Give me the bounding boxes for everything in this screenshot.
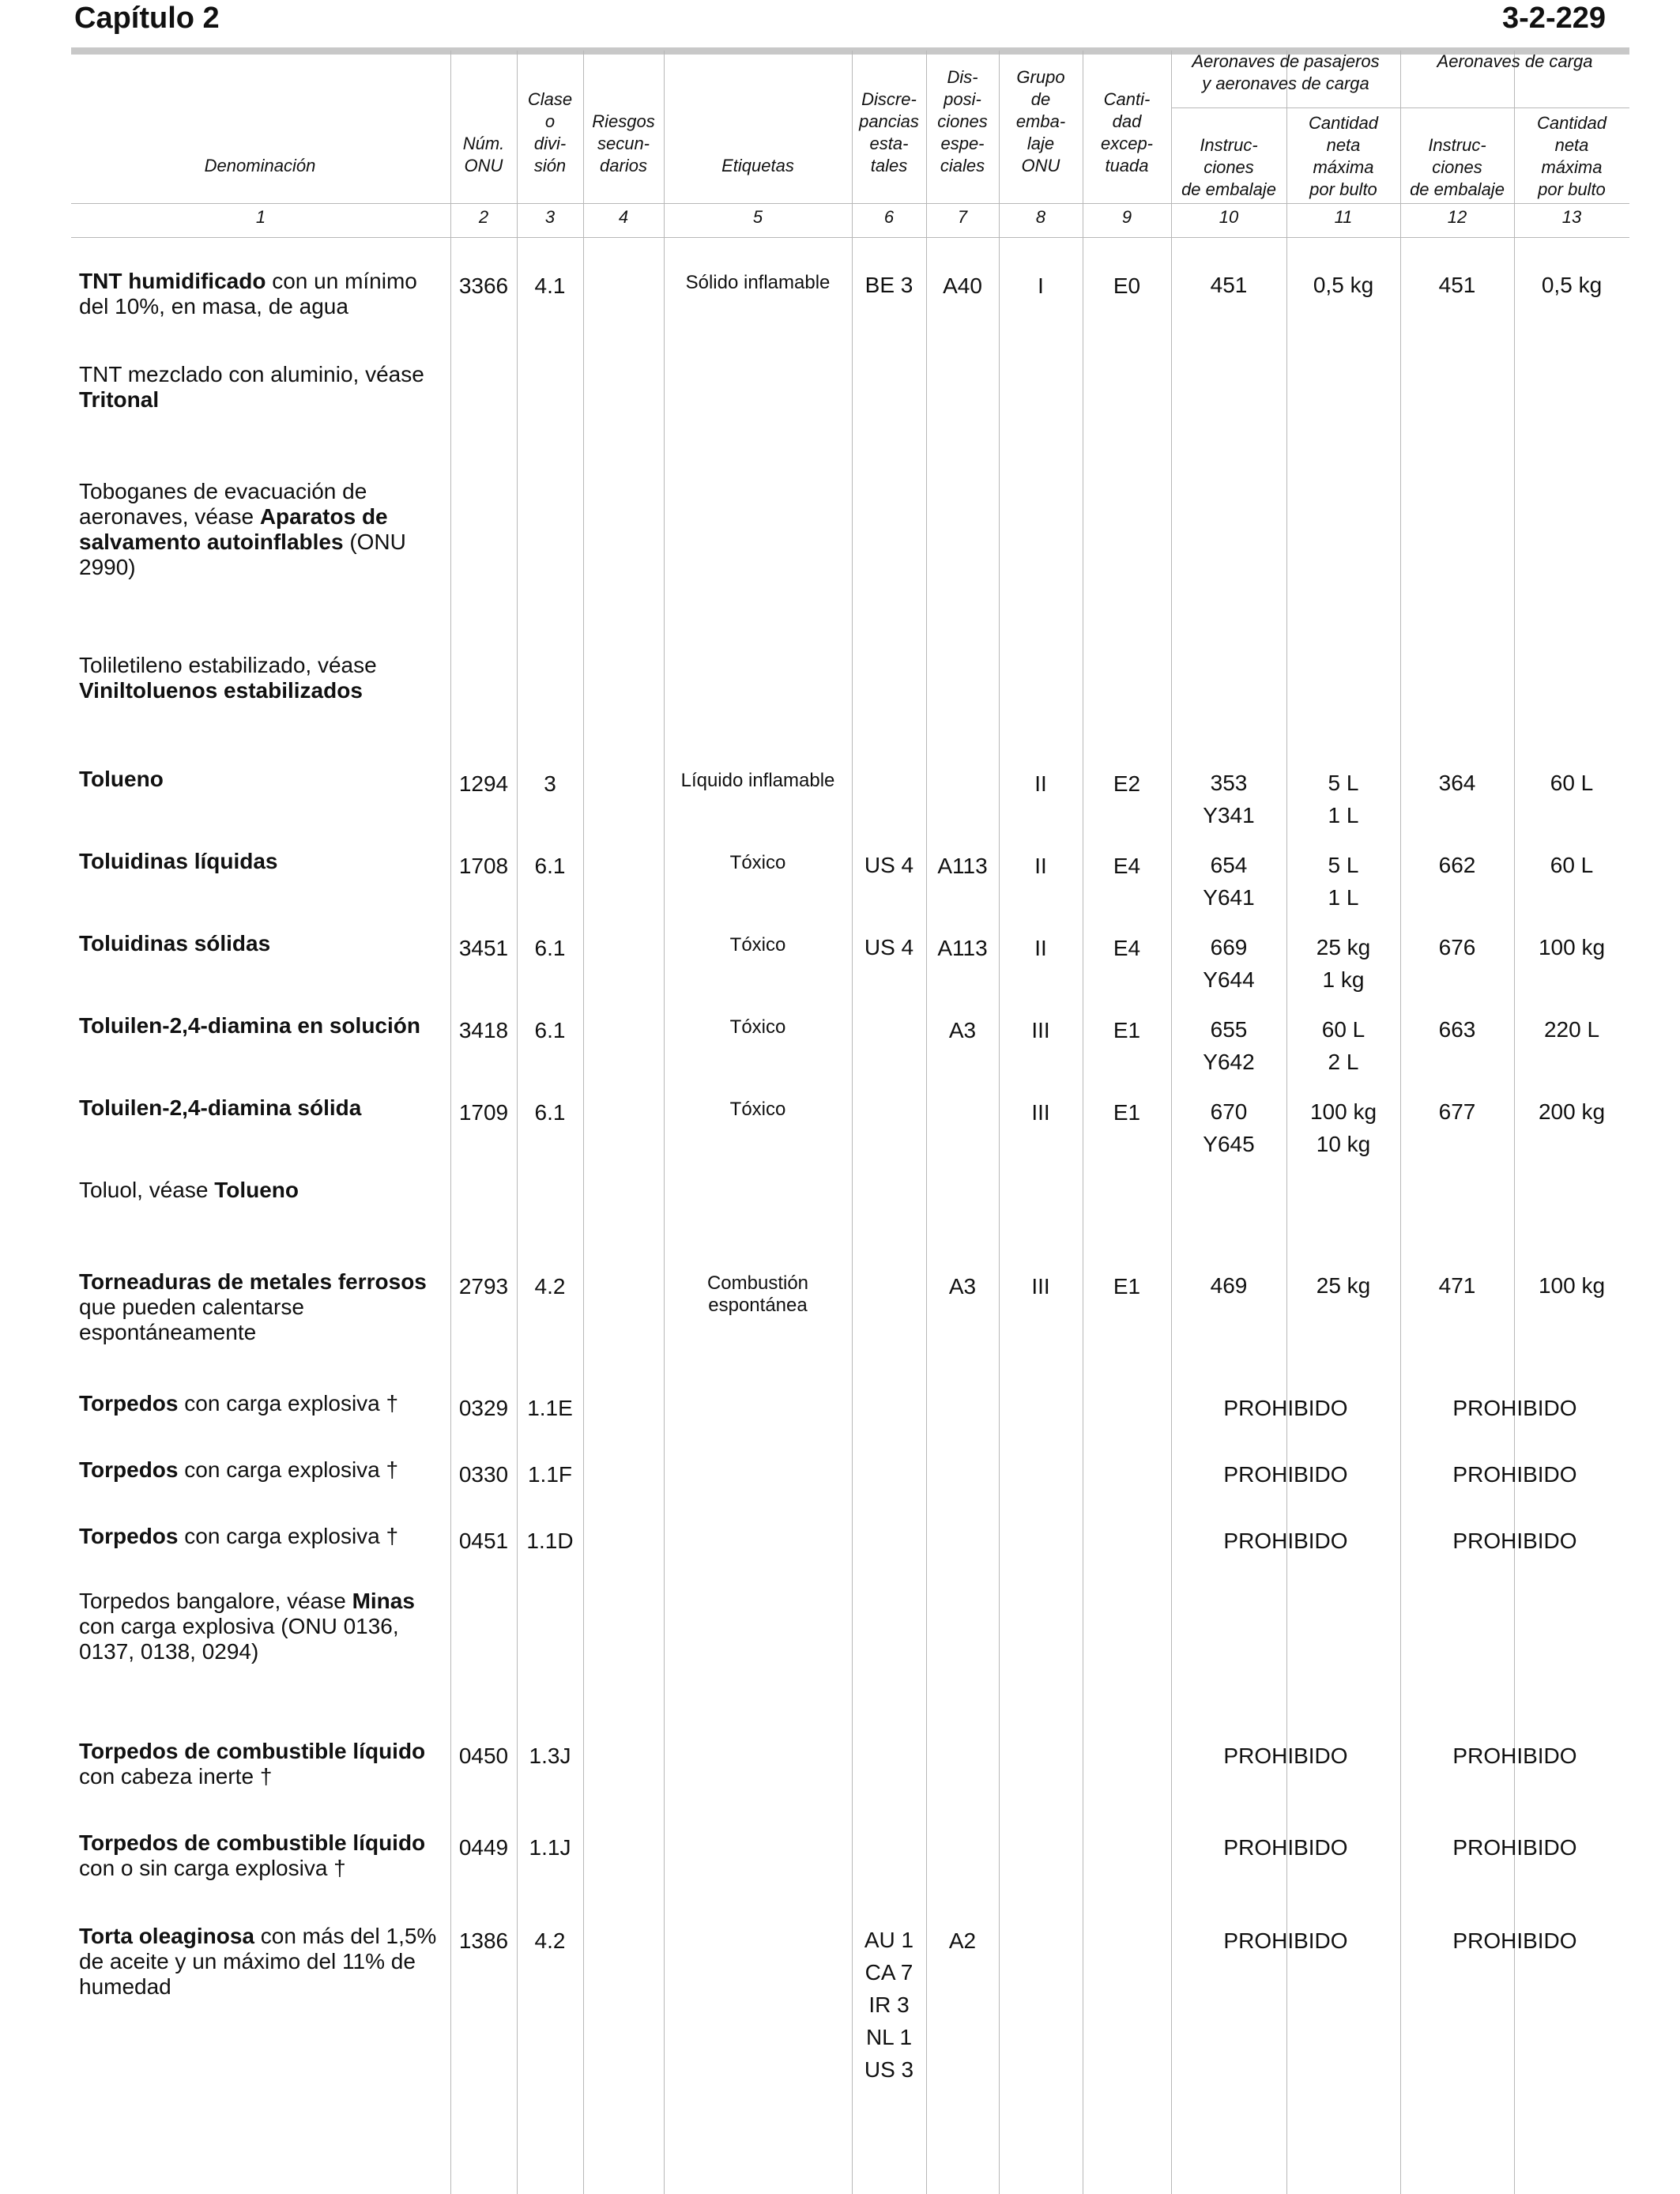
row-instrucciones-carga (1400, 931, 1514, 963)
row-cantidad-pasajeros-line: 25 kg (1316, 1273, 1371, 1298)
row-cantidad-carga (1514, 1269, 1629, 1302)
entry-bold-text: Tolueno (79, 767, 164, 791)
row-instrucciones-pasajeros (1171, 849, 1286, 914)
row-num-onu: 1386 (458, 1928, 509, 1953)
row-etiqueta: Tóxico (729, 934, 786, 956)
row-instrucciones-pasajeros-line: 353 (1210, 771, 1248, 795)
row-grupo-embalaje: III (1031, 1100, 1050, 1125)
column-number: 1 (255, 207, 266, 227)
row-instrucciones-carga (1400, 1269, 1514, 1302)
row-clase: 1.1F (527, 1462, 573, 1487)
column-number: 8 (1035, 207, 1046, 227)
entry-bold-text: Toluidinas líquidas (79, 849, 278, 873)
row-instrucciones-pasajeros-line: 451 (1210, 273, 1248, 297)
col-cantidad-carga: Cantidad neta máxima por bulto (1536, 113, 1607, 199)
entry-bold-text: Aparatos de salvamento autoinflables (79, 504, 388, 554)
row-instrucciones-pasajeros (1171, 1095, 1286, 1160)
row-clase: 1.3J (529, 1744, 571, 1768)
row-discrepancias-line: US 3 (864, 2057, 914, 2082)
row-instrucciones-carga-line: 662 (1438, 853, 1476, 877)
row-instrucciones-pasajeros (1171, 269, 1286, 301)
prohibido-pasajeros: PROHIBIDO (1223, 1835, 1348, 1860)
column-number: 12 (1447, 207, 1467, 227)
row-instrucciones-pasajeros-line: 669 (1210, 935, 1248, 959)
row-num-onu: 0329 (458, 1396, 509, 1420)
row-cantidad-carga-line: 100 kg (1538, 935, 1606, 959)
entry-bold-text: Torpedos (79, 1391, 179, 1416)
col-discrepancias: Discre- pancias esta- tales (859, 89, 919, 175)
entry-text: con cabeza inerte † (79, 1764, 273, 1789)
prohibido-carga: PROHIBIDO (1452, 1928, 1577, 1953)
row-clase: 6.1 (534, 854, 566, 878)
entry-bold-text: Tritonal (79, 387, 160, 412)
row-grupo-embalaje: II (1034, 771, 1047, 796)
entry-bold-text: Torta oleaginosa (79, 1924, 254, 1948)
row-cantidad-pasajeros (1286, 849, 1400, 914)
row-discrepancias-line: CA 7 (864, 1960, 913, 1985)
row-grupo-embalaje: II (1034, 936, 1047, 960)
row-cantidad-pasajeros (1286, 269, 1400, 301)
row-num-onu: 3366 (458, 273, 509, 298)
col-instrucciones-pasajeros: Instruc- ciones de embalaje (1181, 135, 1276, 199)
row-cantidad-pasajeros-line: 0,5 kg (1313, 273, 1374, 297)
entry-bold-text: Toluilen-2,4-diamina en solución (79, 1013, 420, 1038)
row-denominacion (79, 1589, 450, 1664)
row-instrucciones-pasajeros (1171, 767, 1286, 831)
row-denominacion (79, 767, 450, 792)
row-clase: 6.1 (534, 936, 566, 960)
prohibido-pasajeros: PROHIBIDO (1223, 1928, 1348, 1953)
prohibido-carga: PROHIBIDO (1452, 1529, 1577, 1553)
entry-text: Toliletileno estabilizado, véase (79, 653, 377, 677)
row-instrucciones-carga-line: 677 (1438, 1099, 1476, 1124)
row-grupo-embalaje: III (1031, 1018, 1050, 1042)
row-instrucciones-pasajeros-line: 469 (1210, 1273, 1248, 1298)
page-number: 3-2-229 (1502, 2, 1606, 35)
row-etiqueta: Tóxico (729, 1099, 786, 1120)
column-number: 7 (957, 207, 968, 227)
chapter-title: Capítulo 2 (74, 2, 220, 35)
entry-bold-text: Viniltoluenos estabilizados (79, 678, 363, 703)
row-disposiciones: A113 (937, 936, 988, 960)
entry-text: (ONU 2990) (79, 530, 406, 579)
row-instrucciones-pasajeros-line: 670 (1210, 1099, 1248, 1124)
row-instrucciones-carga-line: 676 (1438, 935, 1476, 959)
entry-bold-text: Torpedos de combustible líquido (79, 1830, 426, 1855)
row-instrucciones-pasajeros-line: 654 (1210, 853, 1248, 877)
entry-bold-text: Minas (352, 1589, 415, 1613)
col-grupo-embalaje: Grupo de emba- laje ONU (1015, 67, 1066, 175)
row-cantidad-pasajeros-line: 100 kg (1309, 1099, 1377, 1124)
header-divider (71, 203, 1629, 204)
row-denominacion (79, 269, 450, 319)
col-denominacion: Denominación (204, 156, 316, 175)
row-etiqueta: Combustión espontánea (706, 1272, 809, 1316)
prohibido-carga: PROHIBIDO (1452, 1462, 1577, 1487)
row-denominacion (79, 1739, 450, 1789)
row-clase: 1.1J (529, 1835, 571, 1860)
row-instrucciones-pasajeros-line: Y642 (1203, 1050, 1255, 1074)
row-num-onu: 1709 (458, 1100, 509, 1125)
entry-bold-text: Torpedos de combustible líquido (79, 1739, 426, 1763)
row-cantidad-pasajeros-line: 5 L (1328, 771, 1359, 795)
prohibido-carga: PROHIBIDO (1452, 1835, 1577, 1860)
row-instrucciones-pasajeros-line: Y641 (1203, 885, 1255, 910)
row-cantidad-pasajeros (1286, 1269, 1400, 1302)
row-disposiciones: A3 (948, 1274, 977, 1299)
prohibido-carga: PROHIBIDO (1452, 1396, 1577, 1420)
entry-text: con un mínimo del 10%, en masa, de agua (79, 269, 417, 319)
row-num-onu: 1294 (458, 771, 509, 796)
row-instrucciones-pasajeros-line: Y644 (1203, 967, 1255, 992)
entry-text: TNT mezclado con aluminio, véase (79, 362, 424, 386)
col-instrucciones-carga: Instruc- ciones de embalaje (1410, 135, 1505, 199)
row-instrucciones-carga-line: 663 (1438, 1017, 1476, 1042)
row-discrepancias (852, 849, 926, 881)
column-number: 9 (1121, 207, 1132, 227)
entry-text: con carga explosiva † (178, 1457, 399, 1482)
row-denominacion (79, 1924, 450, 2000)
row-instrucciones-carga-line: 451 (1438, 273, 1476, 297)
prohibido-pasajeros: PROHIBIDO (1223, 1462, 1348, 1487)
row-cantidad-carga-line: 220 L (1543, 1017, 1600, 1042)
entry-bold-text: Toluilen-2,4-diamina sólida (79, 1095, 362, 1120)
row-denominacion (79, 362, 450, 413)
row-cantidad-carga-line: 200 kg (1538, 1099, 1606, 1124)
row-denominacion (79, 1524, 450, 1549)
entry-bold-text: TNT humidificado (79, 269, 266, 293)
column-number: 10 (1219, 207, 1239, 227)
row-cantidad-pasajeros-line: 1 kg (1322, 967, 1365, 992)
row-cantidad-carga (1514, 269, 1629, 301)
row-cantidad-exceptuada: E4 (1113, 936, 1141, 960)
row-discrepancias-line: NL 1 (865, 2025, 913, 2049)
column-number: 6 (883, 207, 895, 227)
header-divider (71, 237, 1629, 238)
row-num-onu: 0449 (458, 1835, 509, 1860)
row-cantidad-pasajeros (1286, 1013, 1400, 1078)
column-number: 5 (752, 207, 763, 227)
row-num-onu: 0450 (458, 1744, 509, 1768)
row-disposiciones: A113 (937, 854, 988, 878)
row-etiqueta: Tóxico (729, 1016, 786, 1038)
entry-bold-text: Torpedos (79, 1524, 179, 1548)
group-carga: Aeronaves de carga (1437, 51, 1593, 71)
row-clase: 1.1E (527, 1396, 573, 1420)
column-number: 11 (1334, 207, 1353, 227)
row-discrepancias (852, 1924, 926, 2086)
row-num-onu: 1708 (458, 854, 509, 878)
row-cantidad-pasajeros-line: 25 kg (1316, 935, 1371, 959)
entry-text: con carga explosiva † (178, 1391, 399, 1416)
row-denominacion (79, 479, 450, 580)
group-pasajeros: Aeronaves de pasajeros y aeronaves de carga (1192, 51, 1380, 93)
row-denominacion (79, 1013, 450, 1039)
col-num-onu: Núm. ONU (462, 134, 505, 175)
row-num-onu: 2793 (458, 1274, 509, 1299)
row-discrepancias-line: US 4 (864, 935, 914, 959)
row-discrepancias (852, 269, 926, 301)
prohibido-pasajeros: PROHIBIDO (1223, 1744, 1348, 1768)
row-instrucciones-carga (1400, 849, 1514, 881)
row-instrucciones-pasajeros-line: 655 (1210, 1017, 1248, 1042)
col-disposiciones: Dis- posi- ciones espe- ciales (937, 67, 988, 175)
row-cantidad-carga-line: 60 L (1550, 771, 1594, 795)
row-cantidad-carga-line: 0,5 kg (1541, 273, 1603, 297)
row-cantidad-carga (1514, 1013, 1629, 1046)
row-clase: 3 (544, 771, 556, 796)
row-cantidad-carga-line: 100 kg (1538, 1273, 1606, 1298)
entry-bold-text: Tolueno (214, 1178, 299, 1202)
row-cantidad-carga (1514, 931, 1629, 963)
row-instrucciones-carga (1400, 1095, 1514, 1128)
row-disposiciones: A3 (948, 1018, 977, 1042)
column-divider (852, 51, 853, 2194)
row-clase: 1.1D (526, 1529, 574, 1553)
row-cantidad-exceptuada: E2 (1113, 771, 1141, 796)
row-denominacion (79, 653, 450, 703)
row-etiqueta: Sólido inflamable (685, 272, 831, 293)
entry-text: con carga explosiva † (178, 1524, 399, 1548)
row-cantidad-exceptuada: E1 (1113, 1100, 1141, 1125)
row-instrucciones-carga-line: 364 (1438, 771, 1476, 795)
row-cantidad-pasajeros-line: 60 L (1321, 1017, 1365, 1042)
column-number: 13 (1561, 207, 1582, 227)
entry-text: con o sin carga explosiva † (79, 1856, 346, 1880)
row-instrucciones-carga (1400, 767, 1514, 799)
row-num-onu: 0451 (458, 1529, 509, 1553)
row-instrucciones-pasajeros (1171, 1269, 1286, 1302)
row-discrepancias-line: US 4 (864, 853, 914, 877)
row-denominacion (79, 1095, 450, 1121)
entry-bold-text: Torneaduras de metales ferrosos (79, 1269, 427, 1294)
row-cantidad-pasajeros-line: 2 L (1328, 1050, 1359, 1074)
col-cantidad-pasajeros: Cantidad neta máxima por bulto (1308, 113, 1379, 199)
row-discrepancias-line: IR 3 (868, 1992, 910, 2017)
column-divider (583, 51, 584, 2194)
row-cantidad-carga (1514, 849, 1629, 881)
row-cantidad-pasajeros-line: 1 L (1328, 885, 1359, 910)
entry-text: Toboganes de evacuación de aeronaves, véase (79, 479, 367, 529)
row-cantidad-exceptuada: E1 (1113, 1018, 1141, 1042)
row-cantidad-pasajeros (1286, 767, 1400, 831)
row-num-onu: 3418 (458, 1018, 509, 1042)
row-cantidad-pasajeros-line: 5 L (1328, 853, 1359, 877)
column-divider (926, 51, 927, 2194)
row-cantidad-pasajeros-line: 1 L (1328, 803, 1359, 827)
entry-text: Toluol, véase (79, 1178, 215, 1202)
column-number: 3 (544, 207, 556, 227)
column-divider (664, 51, 665, 2194)
row-clase: 4.1 (534, 273, 566, 298)
row-etiqueta: Líquido inflamable (680, 770, 835, 791)
row-cantidad-exceptuada: E4 (1113, 854, 1141, 878)
row-cantidad-carga (1514, 1095, 1629, 1128)
row-instrucciones-carga (1400, 269, 1514, 301)
row-discrepancias-line: BE 3 (864, 273, 913, 297)
row-denominacion (79, 1830, 450, 1881)
entry-text: con carga explosiva (ONU 0136, 0137, 0138, 0294) (79, 1614, 399, 1664)
entry-text: Torpedos bangalore, véase (79, 1589, 352, 1613)
entry-text: que pueden calentarse espontáneamente (79, 1295, 304, 1344)
row-num-onu: 0330 (458, 1462, 509, 1487)
row-denominacion (79, 1269, 450, 1345)
row-grupo-embalaje: II (1034, 854, 1047, 878)
row-cantidad-carga-line: 60 L (1550, 853, 1594, 877)
row-discrepancias-line: AU 1 (864, 1928, 914, 1952)
row-cantidad-exceptuada: E1 (1113, 1274, 1141, 1299)
row-etiqueta: Tóxico (729, 852, 786, 873)
entry-text: con más del 1,5% de aceite y un máximo del 11% de humedad (79, 1924, 437, 1999)
col-riesgos: Riesgos secun- darios (592, 111, 655, 175)
column-number: 2 (478, 207, 489, 227)
row-clase: 6.1 (534, 1018, 566, 1042)
row-instrucciones-carga-line: 471 (1438, 1273, 1476, 1298)
row-instrucciones-carga (1400, 1013, 1514, 1046)
row-instrucciones-pasajeros-line: Y341 (1203, 803, 1255, 827)
prohibido-carga: PROHIBIDO (1452, 1744, 1577, 1768)
row-cantidad-carga (1514, 767, 1629, 799)
row-grupo-embalaje: I (1038, 273, 1044, 298)
row-cantidad-pasajeros (1286, 931, 1400, 996)
row-denominacion (79, 1391, 450, 1416)
entry-bold-text: Torpedos (79, 1457, 179, 1482)
row-denominacion (79, 931, 450, 956)
column-number: 4 (618, 207, 629, 227)
row-disposiciones: A40 (943, 273, 982, 298)
entry-bold-text: Toluidinas sólidas (79, 931, 271, 956)
row-cantidad-pasajeros (1286, 1095, 1400, 1160)
col-clase: Clase o divi- sión (527, 89, 573, 175)
row-clase: 4.2 (534, 1274, 566, 1299)
row-disposiciones: A2 (948, 1928, 977, 1953)
row-clase: 6.1 (534, 1100, 566, 1125)
row-instrucciones-pasajeros-line: Y645 (1203, 1132, 1255, 1156)
row-denominacion (79, 1178, 450, 1203)
row-denominacion (79, 1457, 450, 1483)
col-etiquetas: Etiquetas (721, 156, 794, 175)
row-num-onu: 3451 (458, 936, 509, 960)
row-denominacion (79, 849, 450, 874)
row-instrucciones-pasajeros (1171, 931, 1286, 996)
row-cantidad-exceptuada: E0 (1113, 273, 1141, 298)
row-grupo-embalaje: III (1031, 1274, 1050, 1299)
col-cantidad-exceptuada: Canti- dad excep- tuada (1100, 89, 1154, 175)
row-clase: 4.2 (534, 1928, 566, 1953)
prohibido-pasajeros: PROHIBIDO (1223, 1529, 1348, 1553)
prohibido-pasajeros: PROHIBIDO (1223, 1396, 1348, 1420)
row-instrucciones-pasajeros (1171, 1013, 1286, 1078)
row-cantidad-pasajeros-line: 10 kg (1316, 1132, 1371, 1156)
row-discrepancias (852, 931, 926, 963)
